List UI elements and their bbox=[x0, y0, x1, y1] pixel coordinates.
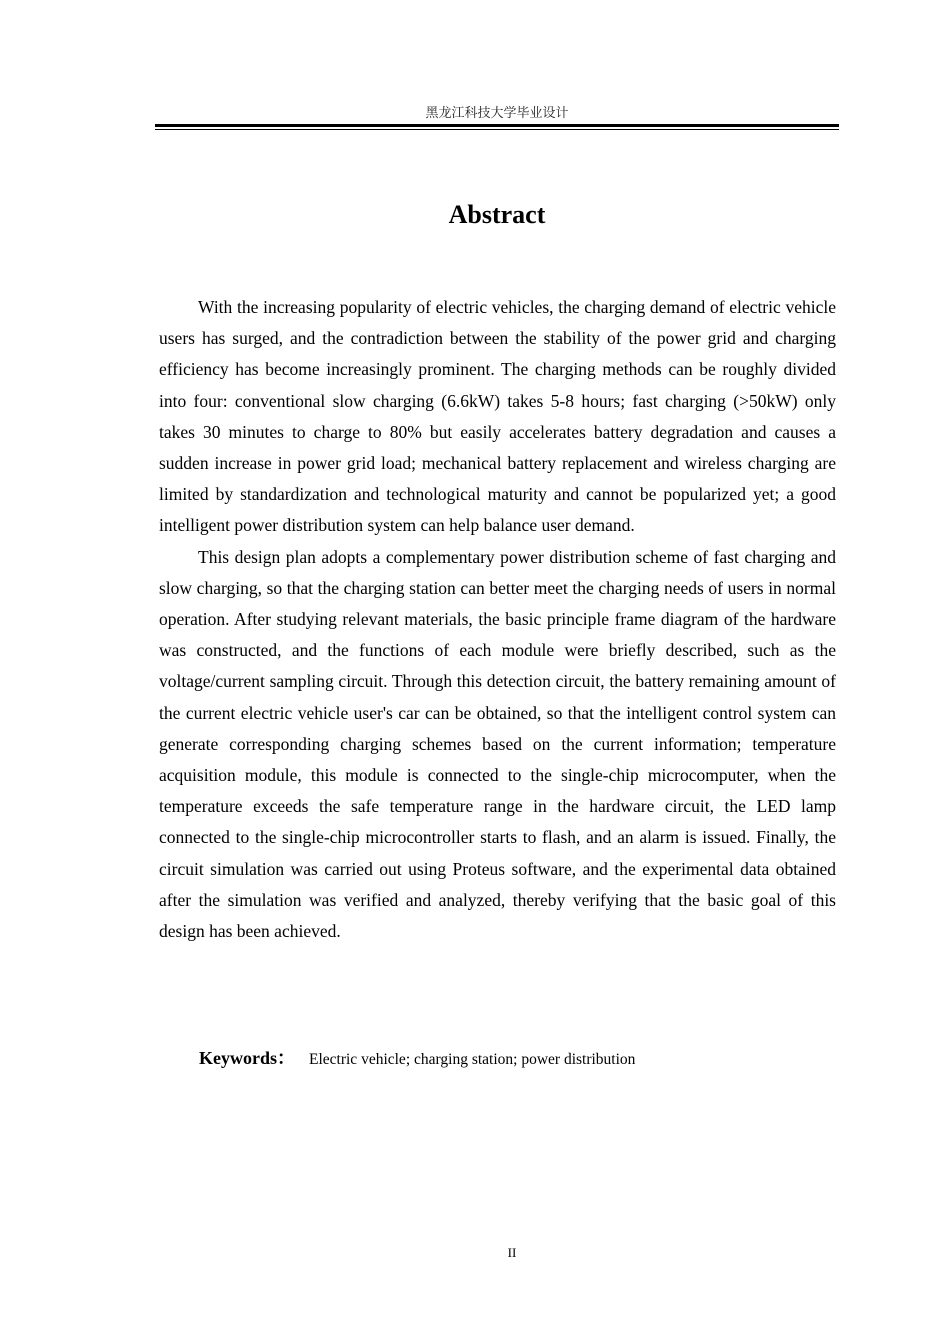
keywords-line bbox=[199, 1045, 839, 1073]
header-rule-thick bbox=[155, 124, 839, 127]
running-header: 黑龙江科技大学毕业设计 bbox=[425, 106, 569, 121]
abstract-paragraph-1: With the increasing popularity of electric vehicles, the charging demand of electric vehicle users has surged, and the contradiction between the stability of the power grid and charging efficiency has become increasingly prominent. The charging methods can be roughly divided into four: conventional slow charging (6.6kW) takes 5-8 hours; fast charging (>50kW) only takes 30 minutes to charge to 80% but easily accelerates battery degradation and causes a sudden increase in power grid load; mechanical battery replacement and wireless charging are limited by standardization and technological maturity and cannot be popularized yet; a good intelligent power distribution system can help balance user demand. bbox=[159, 297, 836, 536]
abstract-body bbox=[159, 292, 836, 947]
page-title: Abstract bbox=[448, 200, 546, 229]
keywords-values: Electric vehicle; charging station; power distribution bbox=[309, 1051, 636, 1068]
header-rule-thin bbox=[155, 129, 839, 130]
page-number: II bbox=[507, 1245, 517, 1260]
keywords-label: Keywords： bbox=[199, 1048, 295, 1068]
abstract-paragraph-2: This design plan adopts a complementary power distribution scheme of fast charging and slow charging, so that the charging station can better meet the charging needs of users in normal operation. After studying relevant materials, the basic principle frame diagram of the hardware was constructed, and the functions of each module were briefly described, such as the voltage/current sampling circuit. Through this detection circuit, the battery remaining amount of the current electric vehicle user's car can be obtained, so that the intelligent control system can generate corresponding charging schemes based on the current information; temperature acquisition module, this module is connected to the single-chip microcomputer, when the temperature exceeds the safe temperature range in the hardware circuit, the LED lamp connected to the single-chip microcontroller starts to flash, and an alarm is issued. Finally, the circuit simulation was carried out using Proteus software, and the experimental data obtained after the simulation was verified and analyzed, thereby verifying that the basic goal of this design has been achieved. bbox=[159, 546, 836, 942]
